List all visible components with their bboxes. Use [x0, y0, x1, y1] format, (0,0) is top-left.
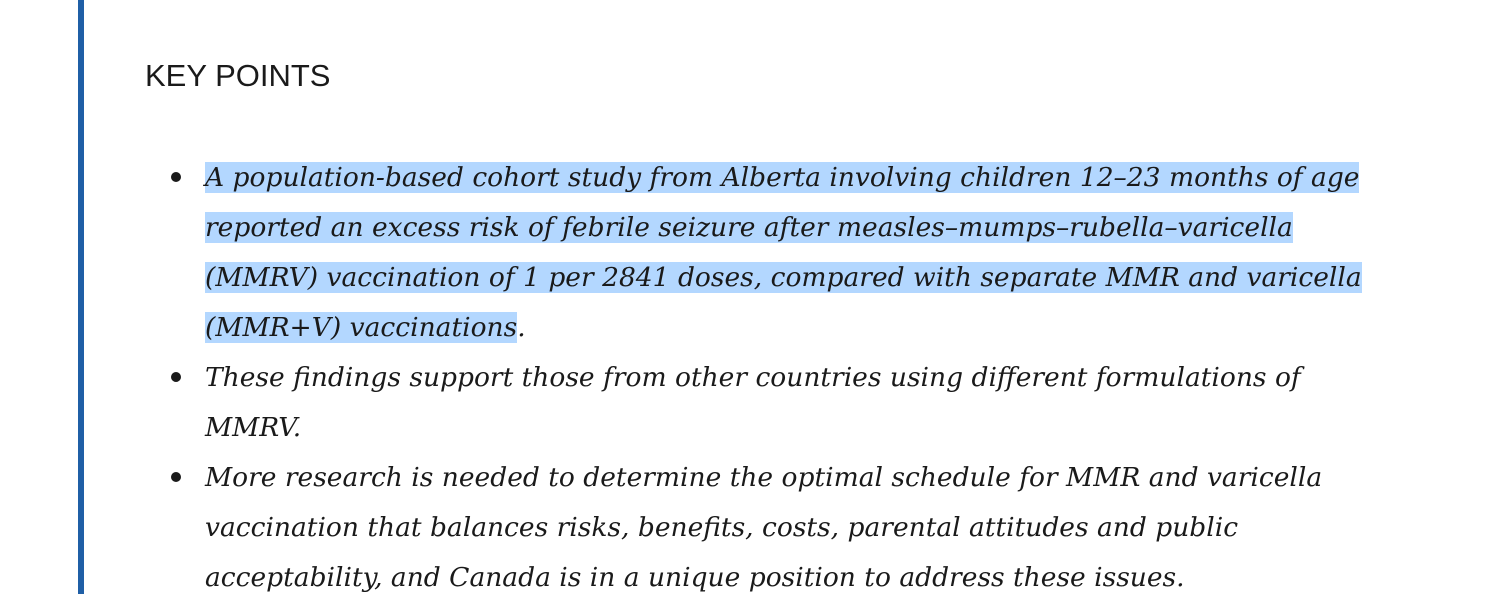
bullet-icon	[171, 472, 181, 482]
accent-left-rule	[78, 0, 84, 594]
point-trailing-text: .	[517, 312, 526, 343]
bullet-icon	[171, 172, 181, 182]
point-text: More research is needed to determine the optimal schedule for MMR and varicella vaccination that balances risks, benefits, costs, parental attitudes and public acceptability, and Canada is in a unique position to address these issues.	[205, 462, 1323, 593]
selected-text[interactable]: A population-based cohort study from Alberta involving children 12–23 months of age reported an excess risk of febrile seizure after measles–mumps–rubella–varicella (MMRV) vaccination of 1 per 2841 doses, compared with separate MMR and varicella (MMR+V) vaccinations	[205, 162, 1362, 343]
key-point-2[interactable]	[205, 353, 1405, 453]
bullet-icon	[171, 372, 181, 382]
section-title: KEY POINTS	[145, 58, 331, 93]
point-text: These findings support those from other countries using different formulations of MMRV.	[205, 362, 1301, 443]
key-points-list	[205, 153, 1405, 594]
key-point-3[interactable]	[205, 453, 1405, 594]
key-point-1[interactable]	[205, 153, 1405, 353]
